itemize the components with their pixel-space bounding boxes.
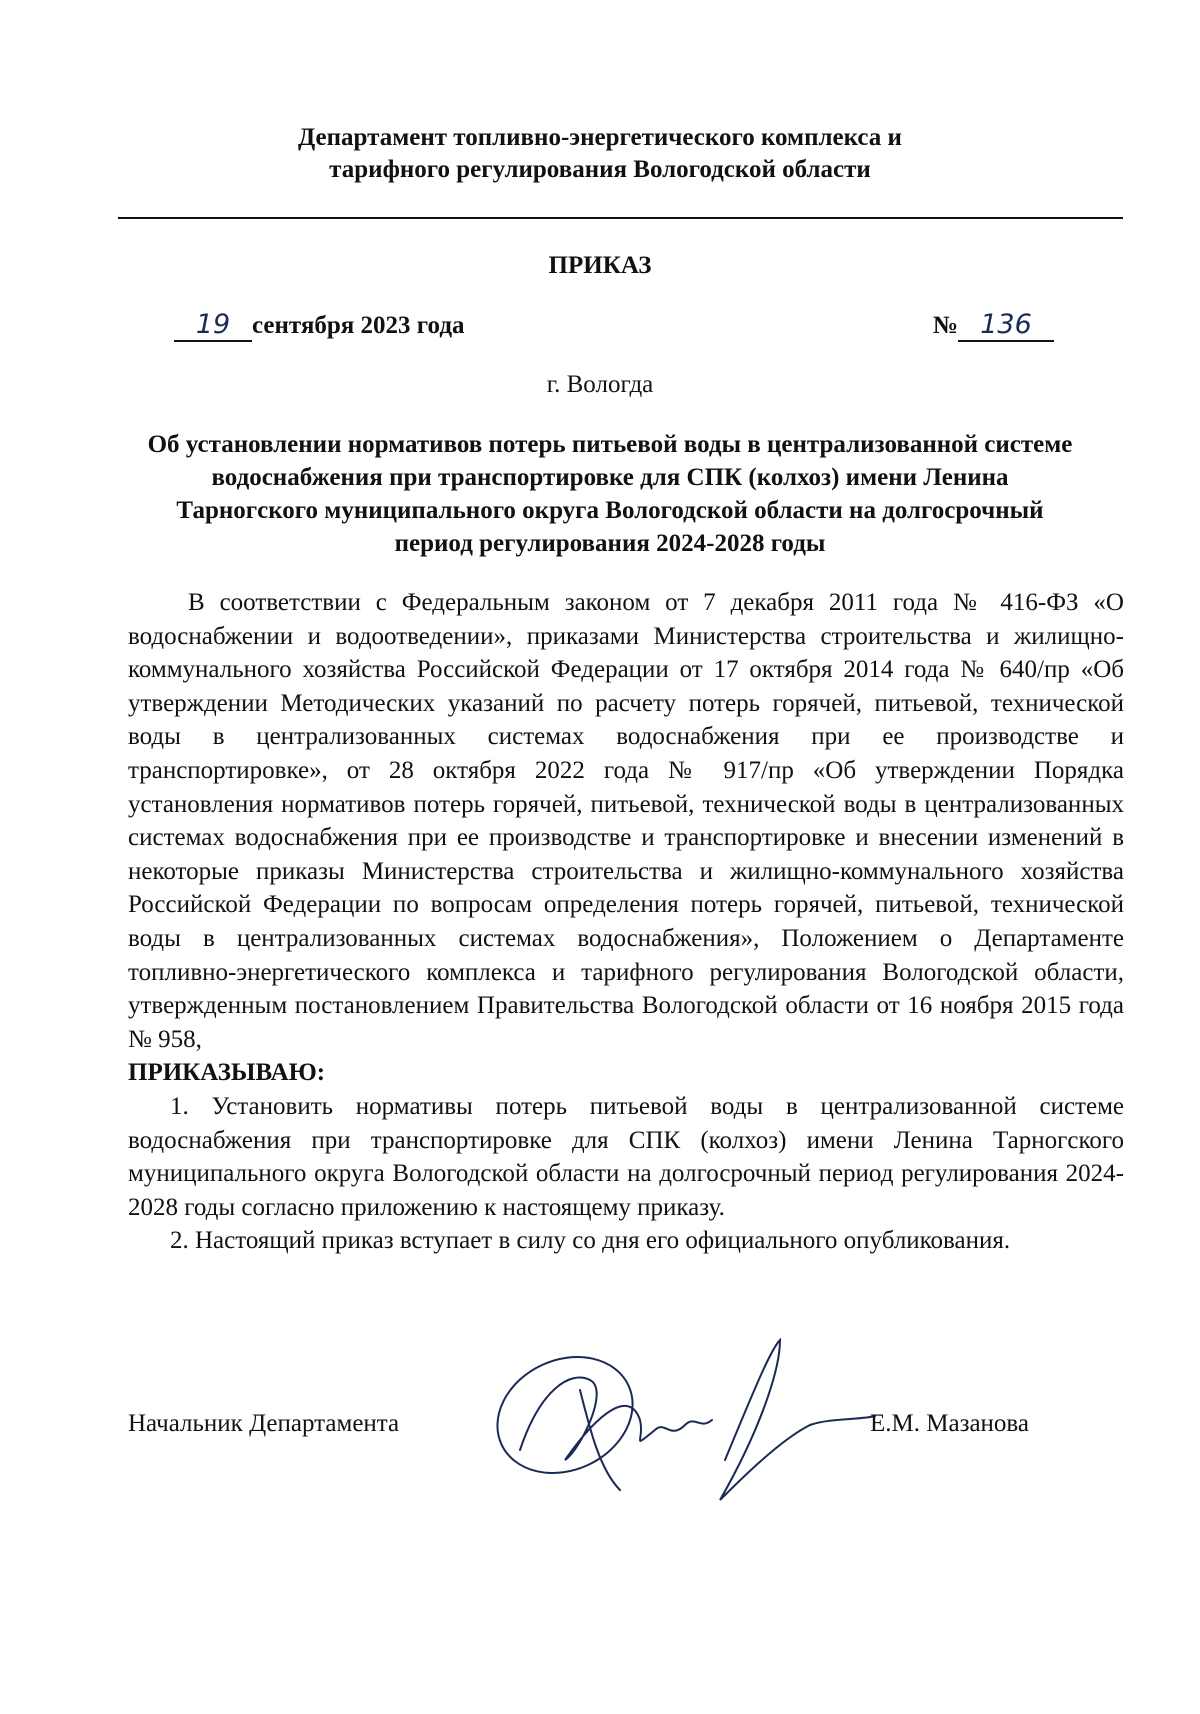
signer-position: Начальник Департамента — [128, 1410, 400, 1437]
order-number — [933, 310, 1054, 342]
command-word: ПРИКАЗЫВАЮ: — [128, 1059, 326, 1087]
signer-name: Е.М. Мазанова — [870, 1410, 1029, 1437]
city: г. Вологда — [546, 371, 654, 398]
handwritten-signature — [480, 1330, 880, 1530]
date-number-row — [174, 310, 1054, 350]
order-item-1: 1. Установить нормативы потерь питьевой воды в централизованной системе водоснабжения при транспортировке для СПК (колхоз) имени Ленина Тарногского муниципального округа Вологодской области на долгосрочный период регулирования 2024-2028 годы согласно приложению к настоящему приказу. — [128, 1092, 1124, 1221]
order-item-2: 2. Настоящий приказ вступает в силу со дня его официального опубликования. — [170, 1227, 1011, 1255]
order-body — [128, 586, 1124, 1258]
document-title: ПРИКАЗ — [548, 252, 652, 279]
date-month-year: сентября 2023 года — [252, 312, 465, 339]
issuer-line-2: тарифного регулирования Вологодской области — [329, 156, 871, 183]
order-number-label: № — [932, 312, 958, 339]
preamble-paragraph: В соответствии с Федеральным законом от 7 декабря 2011 года № 416-ФЗ «О водоснабжении и водоотведении», приказами Министерства строительства и жилищно-коммунального хозяйства Российской Федерации от 17 октября 2014 года № 640/пр «Об утверждении Методических указаний по расчету потерь горячей, питьевой, технической воды в централизованных системах водоснабжения при ее производстве и транспортировке», от 28 октября 2022 года № 917/пр «Об утверждении Порядка установления нормативов потерь горячей, питьевой, технической воды в централизованных системах водоснабжения при ее производстве и транспортировке и внесении изменений в некоторые приказы Министерства строительства и жилищно-коммунального хозяйства Российской Федерации по вопросам определения потерь горячей, питьевой, технической воды в централизованных системах водоснабжения», Положением о Департаменте топливно-энергетического комплекса и тарифного регулирования Вологодской области, утвержденным постановлением Правительства Вологодской области от 16 ноября 2015 года № 958, — [128, 589, 1124, 1053]
date-day-handwritten: 19 — [174, 310, 252, 342]
header-divider — [118, 217, 1123, 219]
issuer-header — [0, 122, 1200, 186]
order-subject: Об установлении нормативов потерь питьевой воды в централизованной системе водоснабжения при транспортировке для СПК (колхоз) имени Ленина Тарногского муниципального округа Вологодской области на долгосрочный период регулирования 2024-2028 годы — [147, 431, 1073, 557]
order-number-handwritten: 136 — [958, 310, 1054, 342]
issuer-line-1: Департамент топливно-энергетического комплекса и — [298, 124, 902, 151]
